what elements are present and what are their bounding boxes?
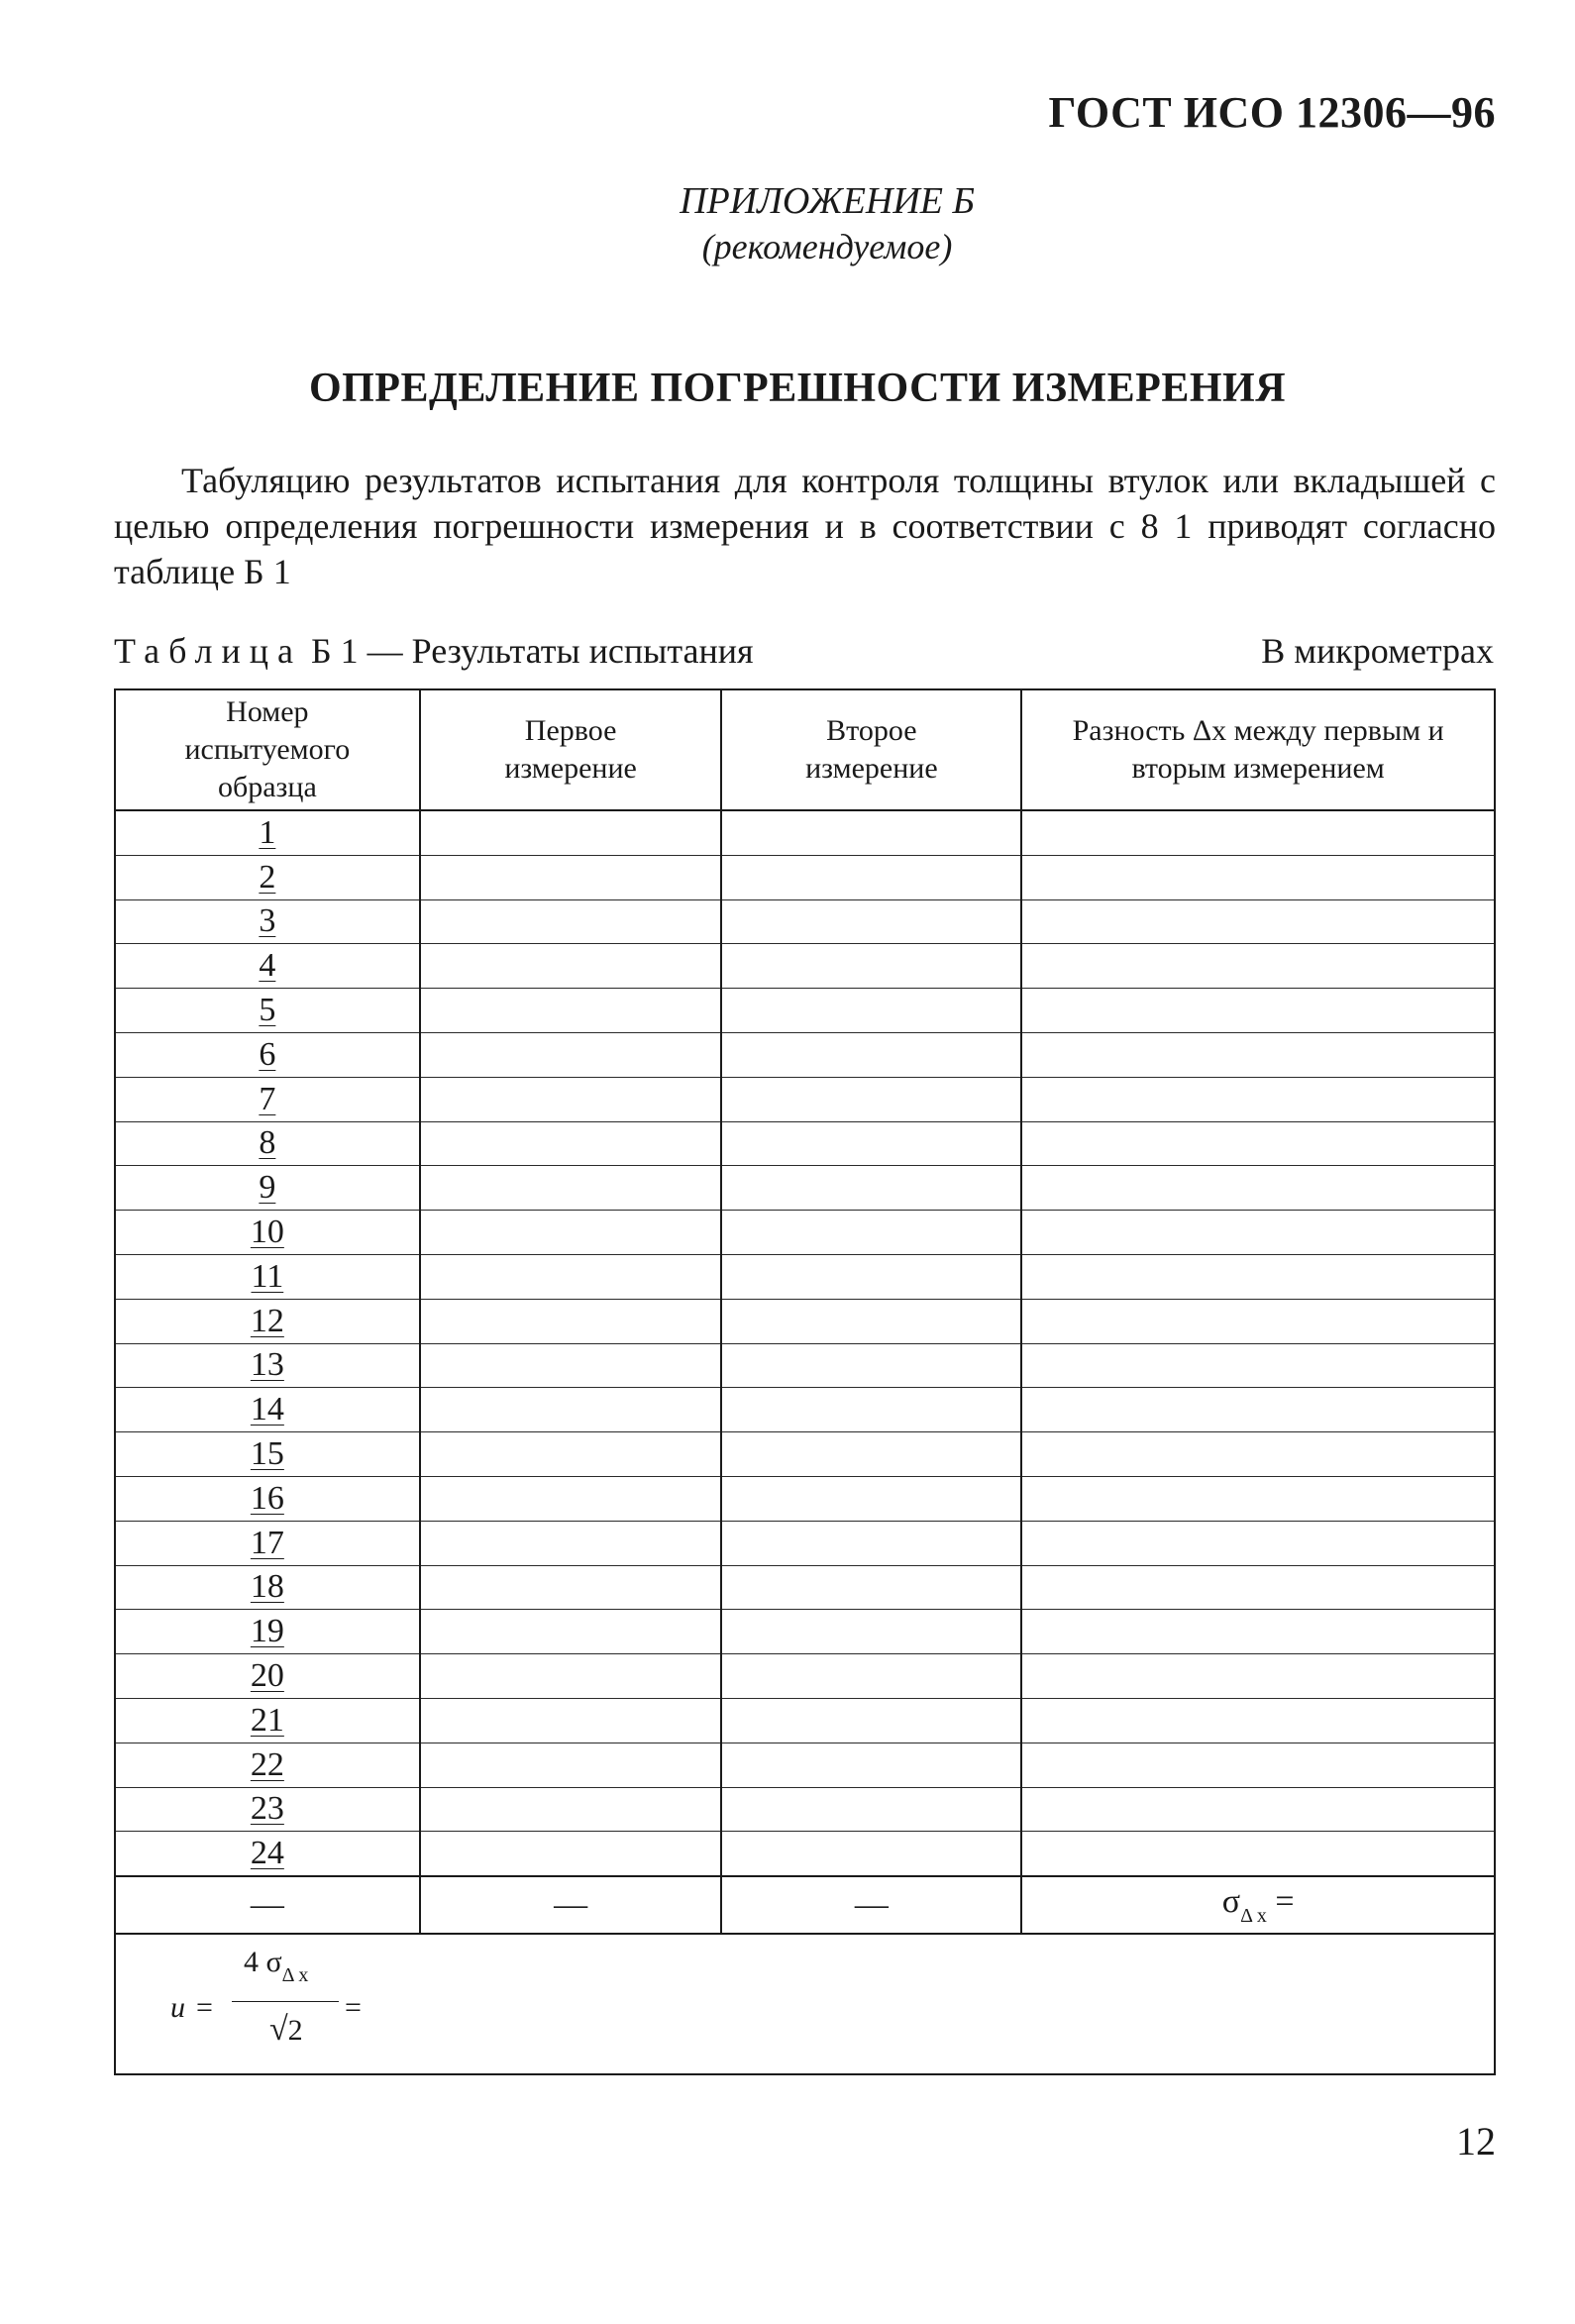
cell-second-measurement (721, 1521, 1021, 1565)
cell-second-measurement (721, 1787, 1021, 1832)
cell-first-measurement (420, 899, 722, 944)
cell-first-measurement (420, 810, 722, 855)
table-row (115, 1787, 1495, 1832)
cell-sample-number: 16 (115, 1476, 420, 1521)
summary-cell-second: — (721, 1876, 1021, 1934)
cell-second-measurement (721, 1832, 1021, 1876)
cell-sample-number: 17 (115, 1521, 420, 1565)
table-row (115, 855, 1495, 899)
cell-second-measurement (721, 1211, 1021, 1255)
cell-second-measurement (721, 1743, 1021, 1787)
cell-second-measurement (721, 1654, 1021, 1699)
cell-sample-number: 21 (115, 1698, 420, 1743)
table-caption-rest: Б 1 — Результаты испытания (310, 631, 754, 671)
fraction-bar (232, 2001, 339, 2002)
sigma-subscript: Δ x (1240, 1904, 1267, 1927)
cell-difference (1021, 1077, 1495, 1121)
cell-difference (1021, 1698, 1495, 1743)
cell-first-measurement (420, 1343, 722, 1388)
cell-second-measurement (721, 1698, 1021, 1743)
cell-sample-number: 11 (115, 1254, 420, 1299)
cell-second-measurement (721, 1077, 1021, 1121)
cell-difference (1021, 1432, 1495, 1477)
cell-second-measurement (721, 1610, 1021, 1654)
formula-numerator (244, 1946, 308, 1987)
summary-cell-sample: — (115, 1876, 420, 1934)
cell-difference (1021, 1832, 1495, 1876)
table-row (115, 1343, 1495, 1388)
table-row (115, 1211, 1495, 1255)
table-caption (114, 630, 1496, 672)
results-table (114, 688, 1496, 2075)
cell-second-measurement (721, 855, 1021, 899)
cell-difference (1021, 1476, 1495, 1521)
table-row (115, 1521, 1495, 1565)
cell-difference (1021, 1254, 1495, 1299)
cell-difference (1021, 899, 1495, 944)
cell-sample-number: 22 (115, 1743, 420, 1787)
table-row (115, 944, 1495, 989)
cell-difference (1021, 1787, 1495, 1832)
cell-second-measurement (721, 1254, 1021, 1299)
cell-sample-number: 2 (115, 855, 420, 899)
cell-difference (1021, 1388, 1495, 1432)
formula-lhs: u (170, 1991, 185, 2025)
cell-second-measurement (721, 1476, 1021, 1521)
cell-second-measurement (721, 1343, 1021, 1388)
cell-second-measurement (721, 1032, 1021, 1077)
page-number: 12 (1456, 2119, 1496, 2164)
cell-sample-number: 7 (115, 1077, 420, 1121)
formula-row (115, 1934, 1495, 2074)
formula-denominator-value: 2 (287, 2014, 303, 2048)
cell-first-measurement (420, 1565, 722, 1610)
table-row (115, 810, 1495, 855)
table-row (115, 1432, 1495, 1477)
cell-difference (1021, 810, 1495, 855)
cell-sample-number: 12 (115, 1299, 420, 1343)
summary-cell-first: — (420, 1876, 722, 1934)
table-header (115, 689, 1495, 810)
cell-difference (1021, 1166, 1495, 1211)
cell-second-measurement (721, 1388, 1021, 1432)
cell-difference (1021, 1610, 1495, 1654)
cell-difference (1021, 1743, 1495, 1787)
sigma-equals: = (1275, 1882, 1295, 1920)
table-row (115, 1121, 1495, 1166)
cell-sample-number: 24 (115, 1832, 420, 1876)
summary-row (115, 1876, 1495, 1934)
cell-first-measurement (420, 1299, 722, 1343)
cell-second-measurement (721, 1432, 1021, 1477)
cell-first-measurement (420, 944, 722, 989)
cell-second-measurement (721, 899, 1021, 944)
cell-first-measurement (420, 855, 722, 899)
table-header-row (115, 689, 1495, 810)
formula-cell (115, 1934, 1495, 2074)
cell-first-measurement (420, 1432, 722, 1477)
cell-second-measurement (721, 1565, 1021, 1610)
cell-difference (1021, 1121, 1495, 1166)
cell-sample-number: 18 (115, 1565, 420, 1610)
cell-sample-number: 6 (115, 1032, 420, 1077)
cell-sample-number: 3 (115, 899, 420, 944)
table-row (115, 1698, 1495, 1743)
section-title: ОПРЕДЕЛЕНИЕ ПОГРЕШНОСТИ ИЗМЕРЕНИЯ (308, 366, 1287, 411)
cell-sample-number: 8 (115, 1121, 420, 1166)
formula-denominator (269, 2011, 303, 2049)
cell-difference (1021, 855, 1495, 899)
cell-first-measurement (420, 1121, 722, 1166)
cell-difference (1021, 1654, 1495, 1699)
cell-difference (1021, 1565, 1495, 1610)
summary-cell-sigma (1021, 1876, 1495, 1934)
header-sample-number: Номер испытуемого образца (115, 689, 420, 810)
cell-sample-number: 9 (115, 1166, 420, 1211)
header-difference: Разность Δx между первым и вторым измерением (1021, 689, 1495, 810)
cell-first-measurement (420, 1388, 722, 1432)
table-caption-title (114, 630, 754, 672)
cell-second-measurement (721, 989, 1021, 1033)
cell-first-measurement (420, 1077, 722, 1121)
sigma-symbol: σ (1221, 1882, 1241, 1920)
appendix-note: (рекомендуемое) (701, 227, 953, 266)
cell-first-measurement (420, 1166, 722, 1211)
cell-first-measurement (420, 1832, 722, 1876)
cell-sample-number: 20 (115, 1654, 420, 1699)
table-row (115, 1166, 1495, 1211)
cell-sample-number: 15 (115, 1432, 420, 1477)
table-row (115, 1654, 1495, 1699)
cell-difference (1021, 1521, 1495, 1565)
cell-sample-number: 13 (115, 1343, 420, 1388)
table-row (115, 1032, 1495, 1077)
cell-first-measurement (420, 1610, 722, 1654)
appendix-heading (0, 178, 1575, 269)
table-row (115, 1743, 1495, 1787)
cell-first-measurement (420, 1698, 722, 1743)
cell-sample-number: 1 (115, 810, 420, 855)
uncertainty-formula (170, 1940, 408, 2068)
table-row (115, 1388, 1495, 1432)
cell-sample-number: 5 (115, 989, 420, 1033)
cell-sample-number: 14 (115, 1388, 420, 1432)
formula-equals: = (196, 1991, 213, 2025)
header-second-measurement: Второе измерение (721, 689, 1021, 810)
table-row (115, 1565, 1495, 1610)
table-row (115, 1254, 1495, 1299)
formula-numerator-text: 4 σ (244, 1946, 282, 1979)
cell-sample-number: 23 (115, 1787, 420, 1832)
table-row (115, 989, 1495, 1033)
cell-difference (1021, 1211, 1495, 1255)
table-caption-word: Таблица (114, 631, 302, 671)
cell-second-measurement (721, 810, 1021, 855)
cell-difference (1021, 1032, 1495, 1077)
table-row (115, 1610, 1495, 1654)
table-row (115, 1299, 1495, 1343)
cell-first-measurement (420, 1254, 722, 1299)
cell-first-measurement (420, 1032, 722, 1077)
formula-numerator-subscript: Δ x (281, 1964, 309, 1987)
cell-first-measurement (420, 1521, 722, 1565)
cell-sample-number: 4 (115, 944, 420, 989)
sqrt-sign: √ (269, 2011, 288, 2049)
table-row (115, 899, 1495, 944)
intro-paragraph: Табуляцию результатов испытания для контроля толщины втулок или вкладышей с целью определения погрешности измерения и в соответствии с 8 1 приводят согласно таблице Б 1 (114, 461, 1496, 591)
cell-difference (1021, 944, 1495, 989)
appendix-title: ПРИЛОЖЕНИЕ Б (680, 180, 975, 222)
cell-first-measurement (420, 1654, 722, 1699)
table-units: В микрометрах (1261, 631, 1494, 671)
cell-difference (1021, 989, 1495, 1033)
standard-code: ГОСТ ИСО 12306—96 (1048, 88, 1496, 137)
table-body (115, 810, 1495, 2074)
cell-second-measurement (721, 944, 1021, 989)
table-row (115, 1832, 1495, 1876)
cell-sample-number: 10 (115, 1211, 420, 1255)
header-first-measurement: Первое измерение (420, 689, 722, 810)
cell-second-measurement (721, 1121, 1021, 1166)
cell-second-measurement (721, 1166, 1021, 1211)
cell-difference (1021, 1299, 1495, 1343)
cell-second-measurement (721, 1299, 1021, 1343)
cell-first-measurement (420, 1787, 722, 1832)
cell-first-measurement (420, 1476, 722, 1521)
cell-first-measurement (420, 1743, 722, 1787)
cell-sample-number: 19 (115, 1610, 420, 1654)
table-row (115, 1077, 1495, 1121)
cell-first-measurement (420, 1211, 722, 1255)
formula-trailing-equals: = (345, 1991, 362, 2025)
cell-first-measurement (420, 989, 722, 1033)
table-row (115, 1476, 1495, 1521)
cell-difference (1021, 1343, 1495, 1388)
